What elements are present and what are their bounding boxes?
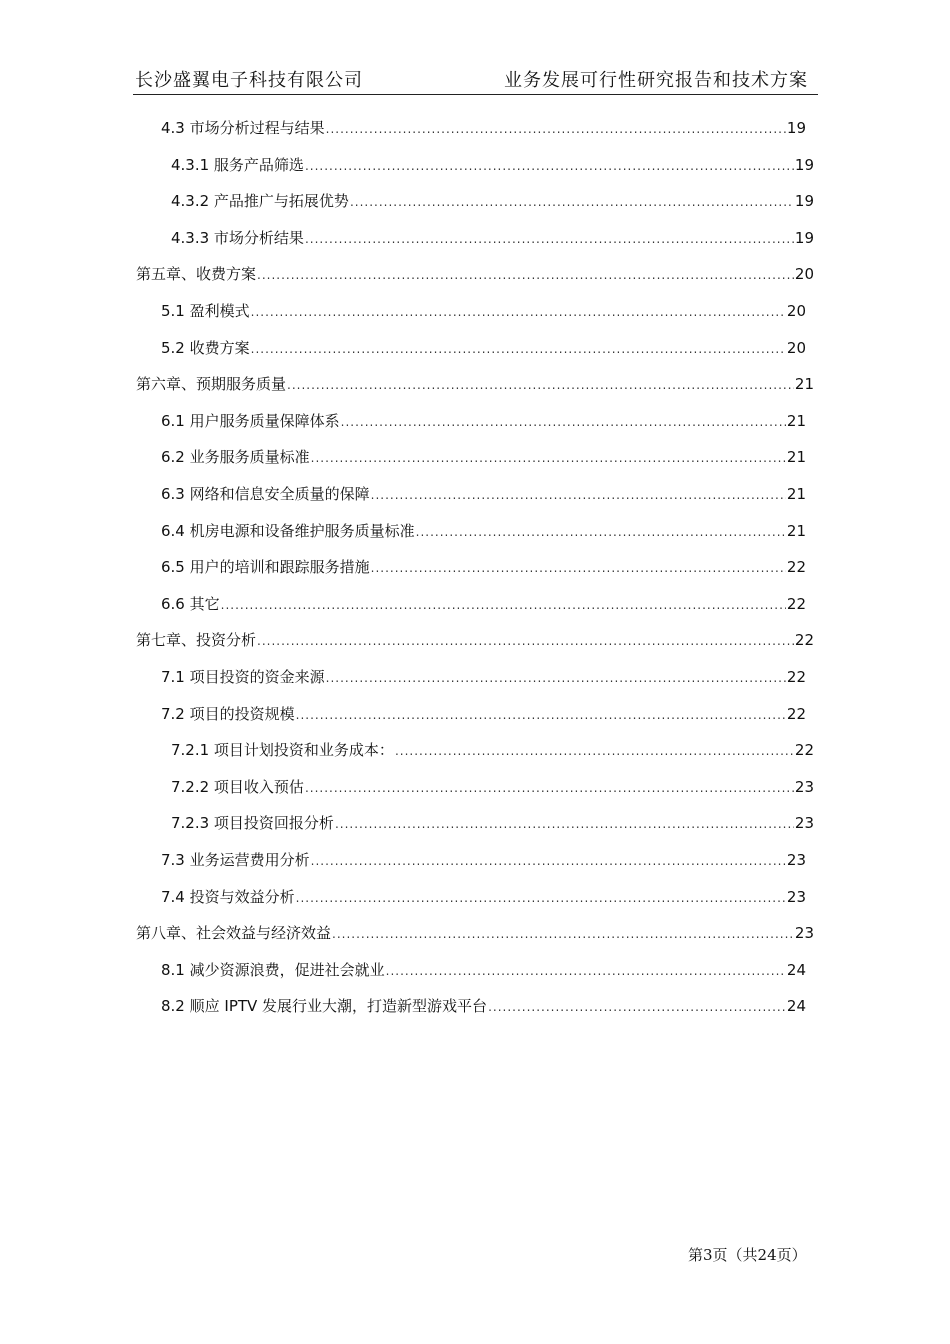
toc-dot-leader <box>305 157 794 175</box>
toc-entry[interactable] <box>161 887 806 907</box>
toc-entry[interactable] <box>161 447 806 467</box>
toc-entry-label: 第六章、预期服务质量 <box>136 375 287 394</box>
toc-dot-leader <box>488 998 786 1016</box>
toc-entry-label: 4.3 市场分析过程与结果 <box>161 119 325 137</box>
toc-dot-leader <box>371 486 786 504</box>
toc-dot-leader <box>326 669 786 687</box>
toc-entry-page: 22 <box>786 594 806 613</box>
toc-entry-page: 21 <box>786 411 806 430</box>
toc-entry-label: 7.2.1 项目计划投资和业务成本： <box>171 741 394 760</box>
toc-entry-label: 6.5 用户的培训和跟踪服务措施 <box>161 558 370 577</box>
toc-entry[interactable] <box>161 521 806 541</box>
toc-dot-leader <box>287 376 794 394</box>
toc-dot-leader <box>335 815 794 833</box>
toc-dot-leader <box>257 266 794 284</box>
toc-entry-page: 20 <box>794 265 814 284</box>
toc-entry-page: 19 <box>794 155 814 174</box>
toc-entry-label: 6.3 网络和信息安全质量的保障 <box>161 485 370 503</box>
toc-dot-leader <box>311 852 786 870</box>
toc-entry-page: 23 <box>786 887 806 906</box>
toc-entry-page: 20 <box>786 338 806 357</box>
toc-dot-leader <box>341 413 786 431</box>
toc-entry[interactable] <box>161 850 806 870</box>
toc-entry[interactable] <box>161 594 806 614</box>
toc-entry-page: 21 <box>786 485 806 503</box>
toc-dot-leader <box>350 193 794 211</box>
toc-entry-page: 20 <box>786 302 806 320</box>
toc-dot-leader <box>395 742 794 760</box>
toc-entry-page: 23 <box>794 924 814 943</box>
page-number-footer: 第3页（共24页） <box>688 1246 807 1264</box>
toc-entry[interactable] <box>171 740 814 760</box>
toc-entry-page: 19 <box>794 228 814 247</box>
toc-entry[interactable] <box>161 557 806 577</box>
toc-dot-leader <box>296 889 786 907</box>
header-document-title: 业务发展可行性研究报告和技术方案 <box>504 70 808 91</box>
toc-dot-leader <box>416 523 786 541</box>
toc-entry[interactable] <box>161 960 806 980</box>
toc-entry-page: 23 <box>794 777 814 796</box>
toc-entry[interactable] <box>171 155 814 175</box>
toc-dot-leader <box>386 962 786 980</box>
toc-entry-label: 8.1 减少资源浪费，促进社会就业 <box>161 960 385 979</box>
toc-dot-leader <box>221 596 786 614</box>
toc-entry[interactable] <box>161 667 806 687</box>
toc-entry-page: 24 <box>786 960 806 979</box>
toc-entry-label: 第七章、投资分析 <box>136 631 257 650</box>
toc-entry-page: 21 <box>786 521 806 540</box>
toc-dot-leader <box>296 706 786 724</box>
toc-entry-page: 22 <box>786 704 806 723</box>
toc-entry[interactable] <box>161 118 806 138</box>
toc-entry-page: 22 <box>794 741 814 760</box>
toc-entry-label: 4.3.2 产品推广与拓展优势 <box>171 192 349 211</box>
toc-entry-label: 4.3.1 服务产品筛选 <box>171 155 304 174</box>
toc-entry-label: 5.1 盈利模式 <box>161 302 250 320</box>
toc-entry[interactable] <box>136 630 814 650</box>
toc-dot-leader <box>371 559 786 577</box>
toc-dot-leader <box>257 632 794 650</box>
toc-entry-page: 22 <box>786 668 806 686</box>
toc-dot-leader <box>251 340 786 358</box>
toc-entry-label: 7.2 项目的投资规模 <box>161 704 295 723</box>
toc-entry-label: 7.1 项目投资的资金来源 <box>161 668 325 686</box>
toc-dot-leader <box>305 779 794 797</box>
page-header <box>133 62 818 95</box>
toc-entry[interactable] <box>171 191 814 211</box>
toc-entry[interactable] <box>171 813 814 833</box>
toc-entry[interactable] <box>161 996 806 1016</box>
toc-entry-page: 21 <box>786 448 806 467</box>
toc-entry-label: 8.2 顺应 IPTV 发展行业大潮，打造新型游戏平台 <box>161 997 488 1016</box>
toc-entry-page: 21 <box>794 375 814 394</box>
toc-entry-label: 第五章、收费方案 <box>136 265 257 284</box>
toc-entry-page: 24 <box>786 997 806 1016</box>
toc-entry-label: 6.2 业务服务质量标准 <box>161 448 310 467</box>
toc-entry-page: 19 <box>786 119 806 137</box>
toc-entry[interactable] <box>136 923 814 943</box>
toc-entry[interactable] <box>161 704 806 724</box>
toc-entry-label: 7.3 业务运营费用分析 <box>161 851 310 869</box>
toc-entry[interactable] <box>161 301 806 321</box>
toc-entry-label: 6.4 机房电源和设备维护服务质量标准 <box>161 521 415 540</box>
toc-entry-page: 23 <box>786 851 806 869</box>
toc-entry[interactable] <box>161 411 806 431</box>
toc-dot-leader <box>332 925 794 943</box>
header-rule <box>133 94 818 95</box>
toc-entry-label: 第八章、社会效益与经济效益 <box>136 924 332 943</box>
toc-entry-page: 22 <box>786 558 806 577</box>
toc-dot-leader <box>305 230 794 248</box>
toc-entry-label: 7.2.3 项目投资回报分析 <box>171 814 334 833</box>
toc-entry-page: 19 <box>794 192 814 211</box>
toc-entry[interactable] <box>136 264 814 284</box>
toc-entry-label: 7.2.2 项目收入预估 <box>171 777 304 796</box>
header-company-name: 长沙盛翼电子科技有限公司 <box>135 70 363 91</box>
toc-entry-label: 4.3.3 市场分析结果 <box>171 228 304 247</box>
toc-entry-page: 22 <box>794 631 814 650</box>
toc-entry[interactable] <box>136 374 814 394</box>
toc-entry-label: 6.1 用户服务质量保障体系 <box>161 411 340 430</box>
toc-entry-label: 7.4 投资与效益分析 <box>161 887 295 906</box>
toc-entry[interactable] <box>171 777 814 797</box>
toc-entry-label: 5.2 收费方案 <box>161 338 250 357</box>
toc-entry[interactable] <box>161 338 806 358</box>
toc-dot-leader <box>251 303 786 321</box>
toc-entry-label: 6.6 其它 <box>161 594 220 613</box>
toc-entry[interactable] <box>161 484 806 504</box>
toc-dot-leader <box>326 120 786 138</box>
toc-entry[interactable] <box>171 228 814 248</box>
toc-dot-leader <box>311 449 786 467</box>
toc-entry-page: 23 <box>794 814 814 833</box>
